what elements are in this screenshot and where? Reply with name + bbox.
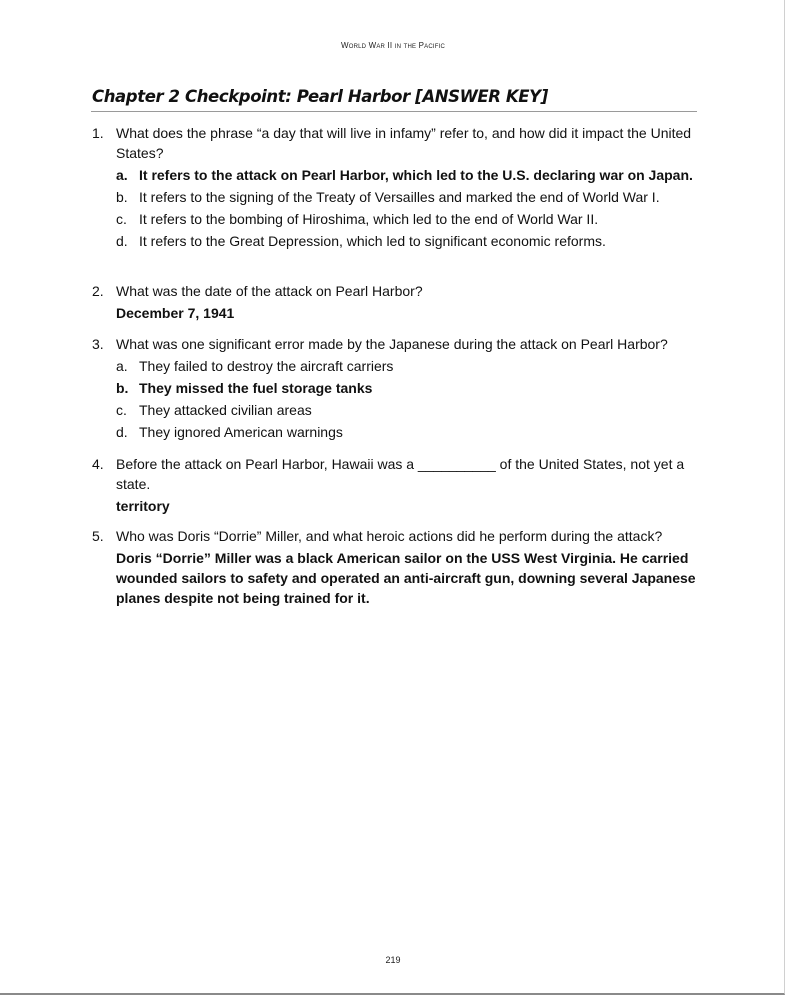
question-3: [92, 334, 702, 442]
option-text: They missed the fuel storage tanks: [139, 380, 373, 396]
option-text: They ignored American warnings: [139, 424, 343, 440]
question-1: [92, 123, 702, 251]
option-letter: c.: [116, 402, 127, 418]
question-text: What was the date of the attack on Pearl Harbor?: [116, 283, 423, 299]
answer-text: territory: [116, 498, 170, 514]
question-number: 2.: [92, 283, 104, 299]
answer-option: [116, 231, 702, 251]
answer-option-correct: [116, 378, 702, 398]
option-text: They failed to destroy the aircraft carriers: [139, 358, 394, 374]
option-letter: d.: [116, 424, 128, 440]
option-text: It refers to the signing of the Treaty of Versailles and marked the end of World War I.: [139, 189, 660, 205]
question-number: 4.: [92, 456, 104, 472]
option-letter: d.: [116, 233, 128, 249]
option-letter: c.: [116, 211, 127, 227]
question-text: What was one significant error made by the Japanese during the attack on Pearl Harbor?: [116, 336, 668, 352]
page-number: 219: [385, 955, 401, 965]
question-text: Who was Doris “Dorrie” Miller, and what heroic actions did he perform during the attack?: [116, 528, 663, 544]
question-2: [92, 281, 702, 323]
question-number: 1.: [92, 125, 104, 141]
answer-text: December 7, 1941: [116, 305, 235, 321]
option-text: It refers to the bombing of Hiroshima, which led to the end of World War II.: [139, 211, 599, 227]
option-letter: a.: [116, 358, 128, 374]
option-text: It refers to the Great Depression, which led to significant economic reforms.: [139, 233, 606, 249]
question-5: [92, 526, 702, 608]
answer-option: [116, 356, 702, 376]
option-letter: b.: [116, 380, 129, 396]
option-text: It refers to the attack on Pearl Harbor, which led to the U.S. declaring war on Japan.: [139, 167, 693, 183]
answer-option-correct: [116, 165, 702, 185]
answer-option: [116, 187, 702, 207]
option-letter: a.: [116, 167, 128, 183]
title-divider: [91, 111, 697, 112]
option-letter: b.: [116, 189, 128, 205]
running-header: World War II in the Pacific: [340, 41, 446, 50]
page-title: Chapter 2 Checkpoint: Pearl Harbor [ANSWER KEY]: [92, 87, 548, 106]
answer-option: [116, 422, 702, 442]
question-number: 5.: [92, 528, 104, 544]
question-text: What does the phrase “a day that will live in infamy” refer to, and how did it impact the United States?: [116, 125, 692, 161]
question-number: 3.: [92, 336, 104, 352]
answer-text: Doris “Dorrie” Miller was a black American sailor on the USS West Virginia. He carried wounded sailors to safety and operated an anti-aircraft gun, downing several Japanese planes despite not being trained for it.: [116, 550, 696, 606]
option-text: They attacked civilian areas: [139, 402, 312, 418]
answer-option: [116, 400, 702, 420]
answer-option: [116, 209, 702, 229]
question-text: Before the attack on Pearl Harbor, Hawaii was a __________ of the United States, not yet a state.: [116, 456, 685, 492]
question-4: [92, 454, 702, 516]
